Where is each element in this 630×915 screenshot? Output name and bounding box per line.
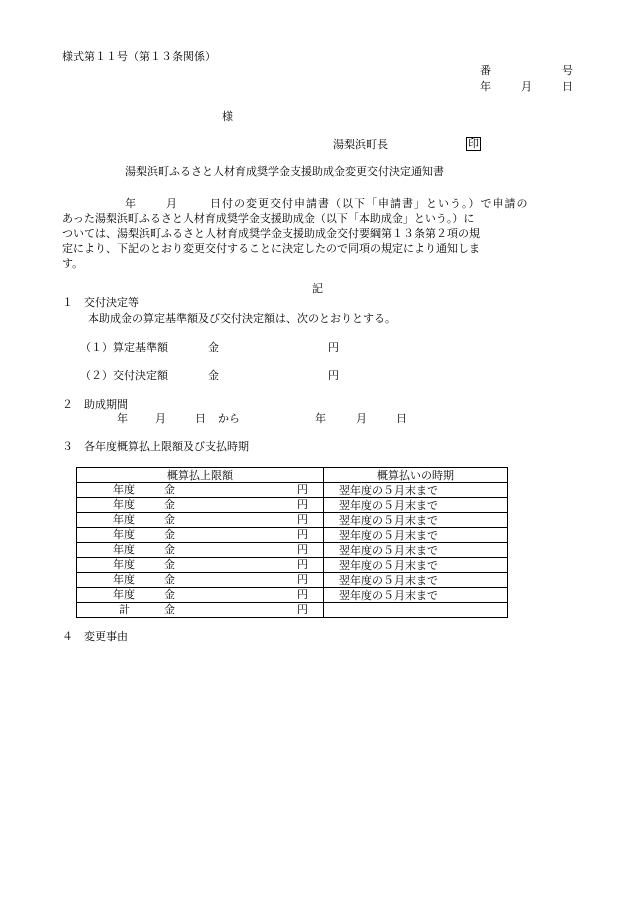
row-kin: 金 bbox=[164, 543, 175, 556]
header-ceiling-amount: 概算払上限額 bbox=[77, 468, 324, 483]
amount-cell bbox=[77, 498, 324, 513]
item1-kin: 金 bbox=[208, 341, 219, 354]
amount-cell bbox=[77, 543, 324, 558]
payment-schedule-table bbox=[76, 467, 508, 618]
row-period: 翌年度の５月末まで bbox=[324, 543, 508, 558]
issuer-title: 湯梨浜町長 bbox=[333, 138, 388, 151]
row-period: 翌年度の５月末まで bbox=[324, 558, 508, 573]
row-kin: 金 bbox=[164, 573, 175, 586]
header-payment-period: 概算払いの時期 bbox=[324, 468, 508, 483]
section4-heading: ４ 変更事由 bbox=[62, 630, 128, 643]
seal-mark bbox=[466, 137, 481, 151]
body-line3: ついては、湯梨浜町ふるさと人材育成奨学金支援助成金交付要綱第１３条第２項の規 bbox=[62, 227, 480, 240]
row-yen: 円 bbox=[297, 558, 308, 571]
row-yen: 円 bbox=[297, 573, 308, 586]
row-year: 年度 bbox=[113, 588, 135, 601]
table-row bbox=[77, 558, 508, 573]
row-year: 年度 bbox=[113, 483, 135, 496]
row-period: 翌年度の５月末まで bbox=[324, 588, 508, 603]
period-end-month: 月 bbox=[356, 412, 367, 425]
table-header-row bbox=[77, 468, 508, 483]
total-yen: 円 bbox=[297, 603, 308, 616]
table-row bbox=[77, 543, 508, 558]
table-total-row bbox=[77, 603, 508, 618]
ki-mark: 記 bbox=[312, 282, 323, 295]
addressee-suffix: 様 bbox=[222, 110, 233, 123]
form-number: 様式第１１号（第１３条関係） bbox=[62, 50, 216, 63]
table-row bbox=[77, 483, 508, 498]
amount-cell bbox=[77, 528, 324, 543]
item1-yen: 円 bbox=[328, 341, 339, 354]
row-kin: 金 bbox=[164, 483, 175, 496]
section1-heading: １ 交付決定等 bbox=[62, 296, 139, 309]
period-start-day: 日 bbox=[195, 412, 206, 425]
row-period: 翌年度の５月末まで bbox=[324, 573, 508, 588]
row-yen: 円 bbox=[297, 543, 308, 556]
amount-cell bbox=[77, 483, 324, 498]
section1-text: 本助成金の算定基準額及び交付決定額は、次のとおりとする。 bbox=[88, 312, 396, 325]
document-title: 湯梨浜町ふるさと人材育成奨学金支援助成金変更交付決定通知書 bbox=[125, 165, 444, 178]
period-start-month: 月 bbox=[155, 412, 166, 425]
seal-label: 印 bbox=[468, 137, 479, 150]
row-yen: 円 bbox=[297, 528, 308, 541]
table-row bbox=[77, 573, 508, 588]
row-period: 翌年度の５月末まで bbox=[324, 513, 508, 528]
period-end-year: 年 bbox=[315, 412, 326, 425]
body-line1-year: 年 bbox=[125, 197, 137, 210]
row-year: 年度 bbox=[113, 558, 135, 571]
table-row bbox=[77, 528, 508, 543]
row-kin: 金 bbox=[164, 558, 175, 571]
date-day: 日 bbox=[562, 80, 573, 93]
row-yen: 円 bbox=[297, 513, 308, 526]
body-line1-rest: 日付の変更交付申請書（以下「申請書」という。）で申請の bbox=[210, 197, 529, 210]
row-period: 翌年度の５月末まで bbox=[324, 528, 508, 543]
row-kin: 金 bbox=[164, 513, 175, 526]
item2-yen: 円 bbox=[328, 369, 339, 382]
period-end-day: 日 bbox=[396, 412, 407, 425]
row-period: 翌年度の５月末まで bbox=[324, 498, 508, 513]
row-year: 年度 bbox=[113, 513, 135, 526]
amount-cell bbox=[77, 588, 324, 603]
date-month: 月 bbox=[521, 80, 532, 93]
row-kin: 金 bbox=[164, 498, 175, 511]
period-start-year: 年 bbox=[117, 412, 128, 425]
row-period: 翌年度の５月末まで bbox=[324, 483, 508, 498]
table-row bbox=[77, 498, 508, 513]
section3-heading: ３ 各年度概算払上限額及び支払時期 bbox=[62, 440, 249, 453]
table-row bbox=[77, 513, 508, 528]
row-yen: 円 bbox=[297, 498, 308, 511]
row-year: 年度 bbox=[113, 528, 135, 541]
period-from: から bbox=[218, 412, 240, 425]
item2-kin: 金 bbox=[208, 369, 219, 382]
table-row bbox=[77, 588, 508, 603]
item1-label: （１）算定基準額 bbox=[80, 341, 168, 354]
item2-label: （２）交付決定額 bbox=[80, 369, 168, 382]
amount-cell bbox=[77, 573, 324, 588]
row-kin: 金 bbox=[164, 528, 175, 541]
row-yen: 円 bbox=[297, 483, 308, 496]
section2-heading: ２ 助成期間 bbox=[62, 398, 128, 411]
row-year: 年度 bbox=[113, 543, 135, 556]
total-amount-cell bbox=[77, 603, 324, 618]
row-kin: 金 bbox=[164, 588, 175, 601]
body-line5: す。 bbox=[62, 257, 84, 270]
row-yen: 円 bbox=[297, 588, 308, 601]
amount-cell bbox=[77, 558, 324, 573]
number-label: 番 bbox=[480, 64, 491, 77]
total-period bbox=[324, 603, 508, 618]
body-line2: あった湯梨浜町ふるさと人材育成奨学金支援助成金（以下「本助成金」という。）に bbox=[62, 212, 475, 225]
amount-cell bbox=[77, 513, 324, 528]
total-label: 計 bbox=[119, 603, 130, 616]
total-kin: 金 bbox=[164, 603, 175, 616]
body-line1-month: 月 bbox=[166, 197, 178, 210]
number-suffix: 号 bbox=[562, 64, 573, 77]
row-year: 年度 bbox=[113, 498, 135, 511]
row-year: 年度 bbox=[113, 573, 135, 586]
date-year: 年 bbox=[480, 80, 491, 93]
body-line4: 定により、下記のとおり変更交付することに決定したので同項の規定により通知しま bbox=[62, 242, 480, 255]
